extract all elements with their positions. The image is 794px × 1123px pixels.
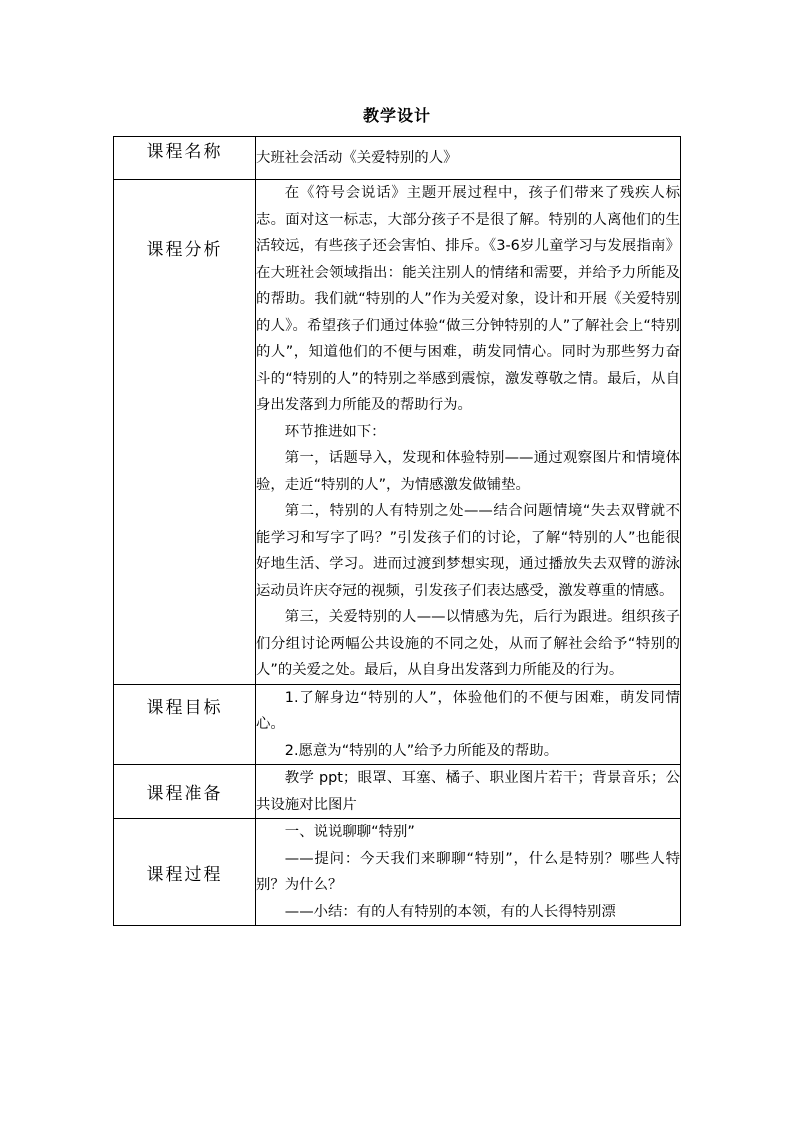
analysis-label-cell (114, 180, 256, 685)
analysis-paragraph: 第二，特别的人有特别之处——结合问题情境“失去双臂就不能学习和写字了吗？”引发孩子们的讨论，了解“特别的人”也能很好地生活、学习。进而过渡到梦想实现，通过播放失去双臂的游泳运动员许庆夺冠的视频，引发孩子们表达感受，激发尊重的情感。 (256, 503, 680, 599)
analysis-label: 课程分析 (146, 240, 223, 260)
goals-content (256, 684, 681, 765)
analysis-content (256, 180, 681, 685)
row-analysis (114, 180, 681, 685)
process-paragraph: ——提问：今天我们来聊聊“特别”，什么是特别？哪些人特别？为什么？ (256, 850, 680, 893)
analysis-paragraph: 第三，关爱特别的人——以情感为先，后行为跟进。组织孩子们分组讨论两幅公共设施的不同之处，从而了解社会给予“特别的人”的关爱之处。最后，从自身出发落到力所能及的行为。 (256, 609, 680, 678)
goal-item: 2.愿意为“特别的人”给予力所能及的帮助。 (284, 742, 559, 759)
preparation-text: 教学 ppt；眼罩、耳塞、橘子、职业图片若干；背景音乐；公共设施对比图片 (256, 770, 680, 813)
document-title: 教学设计 (362, 106, 431, 125)
analysis-paragraph: 在《符号会说话》主题开展过程中，孩子们带来了残疾人标志。面对这一标志，大部分孩子不是很了解。特别的人离他们的生活较远，有些孩子还会害怕、排斥。《3-6岁儿童学习与发展指南》在大班社会领域指出：能关注别人的情绪和需要，并给予力所能及的帮助。我们就“特别的人”作为关爱对象，设计和开展《关爱特别的人》。希望孩子们通过体验“做三分钟特别的人”了解社会上“特别的人”，知道他们的不便与困难，萌发同情心。同时为那些努力奋斗的“特别的人”的特别之举感到震惊，激发尊敬之情。最后，从自身出发落到力所能及的帮助行为。 (256, 185, 680, 413)
row-course-name (114, 137, 681, 180)
analysis-paragraph: 第一，话题导入，发现和体验特别——通过观察图片和情境体验，走近“特别的人”，为情感激发做铺垫。 (256, 450, 680, 493)
process-label: 课程过程 (114, 819, 256, 926)
process-content (256, 819, 681, 926)
course-name-value (256, 137, 681, 180)
row-preparation (114, 765, 681, 819)
lesson-plan-table (113, 136, 681, 926)
preparation-content (256, 765, 681, 819)
course-name-text: 大班社会活动《关爱特别的人》 (256, 149, 458, 166)
row-goals (114, 684, 681, 765)
goals-label: 课程目标 (146, 697, 223, 718)
row-process (114, 819, 681, 926)
process-paragraph: ——小结：有的人有特别的本领，有的人长得特别漂 (284, 903, 616, 920)
analysis-paragraph: 环节推进如下： (284, 423, 386, 440)
goal-item: 1.了解身边“特别的人”，体验他们的不便与困难，萌发同情心。 (256, 689, 680, 732)
course-name-label: 课程名称 (114, 137, 256, 180)
process-paragraph: 一、说说聊聊“特别” (284, 824, 415, 840)
goals-label-cell (114, 684, 256, 765)
preparation-label: 课程准备 (114, 765, 256, 819)
